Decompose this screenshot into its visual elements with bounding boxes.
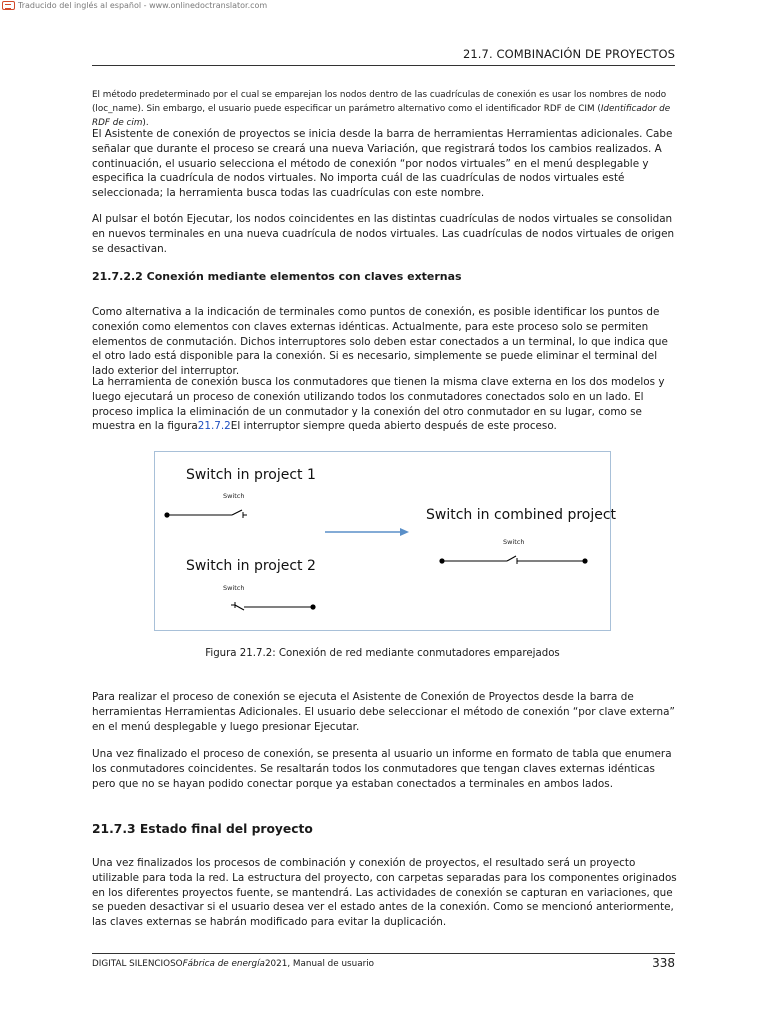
- section-heading-final-state: 21.7.3 Estado final del proyecto: [92, 822, 313, 836]
- p1-text-b: ).: [142, 118, 149, 128]
- figure-link[interactable]: 21.7.2: [197, 420, 231, 433]
- p5-text-a: La herramienta de conexión busca los conmutadores que tienen la misma clave externa en los dos modelos y luego ejecutará un proceso de conexión utilizando todos los conmutadores conectados solo en un lado. El proceso implica la eliminación de un conmutador y la conexión del otro conmutador en su lugar, como se muestra en la figura: [92, 376, 665, 433]
- paragraph-report: Una vez finalizado el proceso de conexión, se presenta al usuario un informe en formato de tabla que enumera los conmutadores coincidentes. Se resaltarán todos los conmutadores que tengan claves externas idénticas pero que no se hayan podido conectar porque ya estaban conectados a terminales en ambos lados.: [92, 748, 672, 790]
- paragraph-run-connection: Para realizar el proceso de conexión se ejecuta el Asistente de Conexión de Proyectos desde la barra de herramientas Herramientas Adicionales. El usuario debe seleccionar el método de conexión “por clave externa” en el menú desplegable y luego presionar Ejecutar.: [92, 691, 675, 733]
- footer-product: Fábrica de energía: [182, 959, 265, 969]
- label-project1: Switch in project 1: [186, 467, 316, 483]
- footer-text: [92, 959, 374, 969]
- p1-italic: Identificador de RDF de cim: [92, 104, 671, 128]
- label-project2: Switch in project 2: [186, 558, 316, 574]
- paragraph-final-state: Una vez finalizados los procesos de combinación y conexión de proyectos, el resultado será un proyecto utilizable para toda la red. La estructura del proyecto, con carpetas separadas para los componentes originados en los diferentes proyectos fuente, se mantendrá. Las actividades de conexión se capturan en variaciones, que se pueden desactivar si el usuario desea ver el estado antes de la conexión. Como se mencionó anteriormente, las claves externas se habrán modificado para evitar la duplicación.: [92, 857, 677, 929]
- project2-switch-blade: [235, 605, 244, 610]
- running-header: 21.7. COMBINACIÓN DE PROYECTOS: [462, 47, 675, 61]
- figure-switch-diagram: [154, 451, 617, 631]
- paragraph-external-keys: Como alternativa a la indicación de terminales como puntos de conexión, es posible identificar los puntos de conexión como elementos con claves externas idénticas. Actualmente, para este proceso solo se permiten elementos de conmutación. Dichos interruptores solo deben estar conectados a un terminal, lo que indica que el otro lado está disponible para la conexión. Si es necesario, simplemente se puede eliminar el terminal del lado exterior del interruptor.: [92, 306, 668, 378]
- banner-text: Traducido del inglés al español - www.onlinedoctranslator.com: [18, 1, 268, 10]
- translation-banner[interactable]: [2, 0, 267, 11]
- combined-right-node: [582, 558, 587, 563]
- paragraph-connection-tool: [92, 375, 677, 434]
- figure-caption: Figura 21.7.2: Conexión de red mediante conmutadores emparejados: [205, 648, 560, 659]
- project2-node: [310, 604, 315, 609]
- footer-rule: [92, 953, 675, 954]
- paragraph-node-matching: [92, 88, 677, 130]
- footer-rest: 2021, Manual de usuario: [264, 959, 375, 969]
- label-combined: Switch in combined project: [426, 507, 617, 523]
- p5-text-b: El interruptor siempre queda abierto después de este proceso.: [230, 420, 557, 433]
- switch-label-project1: Switch: [223, 492, 245, 500]
- combined-switch-blade: [507, 556, 516, 561]
- p1-text-a: El método predeterminado por el cual se emparejan los nodos dentro de las cuadrículas de conexión es usar los nombres de nodo (loc_name). Sin embargo, el usuario puede especificar un parámetro alternativo como el identificador RDF de CIM (: [92, 90, 667, 114]
- arrow-icon: [400, 528, 409, 536]
- paragraph-assistant: El Asistente de conexión de proyectos se inicia desde la barra de herramientas Herramientas adicionales. Cabe señalar que durante el proceso se creará una nueva Variación, que registrará todos los cambios realizados. A continuación, el usuario selecciona el método de conexión “por nodos virtuales” en el menú desplegable y especifica la cuadrícula de nodos virtuales. No importa cuál de las cuadrículas de nodos virtuales esté seleccionada; la herramienta busca todas las cuadrículas con este nombre.: [92, 128, 673, 200]
- footer-brand: DIGITAL SILENCIOSO: [92, 959, 183, 969]
- section-heading-external-keys: 21.7.2.2 Conexión mediante elementos con claves externas: [92, 270, 462, 283]
- project1-switch-blade: [232, 510, 242, 515]
- switch-label-project2: Switch: [223, 584, 245, 592]
- switch-label-combined: Switch: [503, 538, 525, 546]
- header-rule: [92, 65, 675, 66]
- page-number: 338: [652, 956, 675, 970]
- paragraph-execute: Al pulsar el botón Ejecutar, los nodos coincidentes en las distintas cuadrículas de nodos virtuales se consolidan en nuevos terminales en una nueva cuadrícula de nodos virtuales. Las cuadrículas de nodos virtuales de origen se desactivan.: [92, 213, 675, 255]
- document-translate-icon: [2, 1, 15, 10]
